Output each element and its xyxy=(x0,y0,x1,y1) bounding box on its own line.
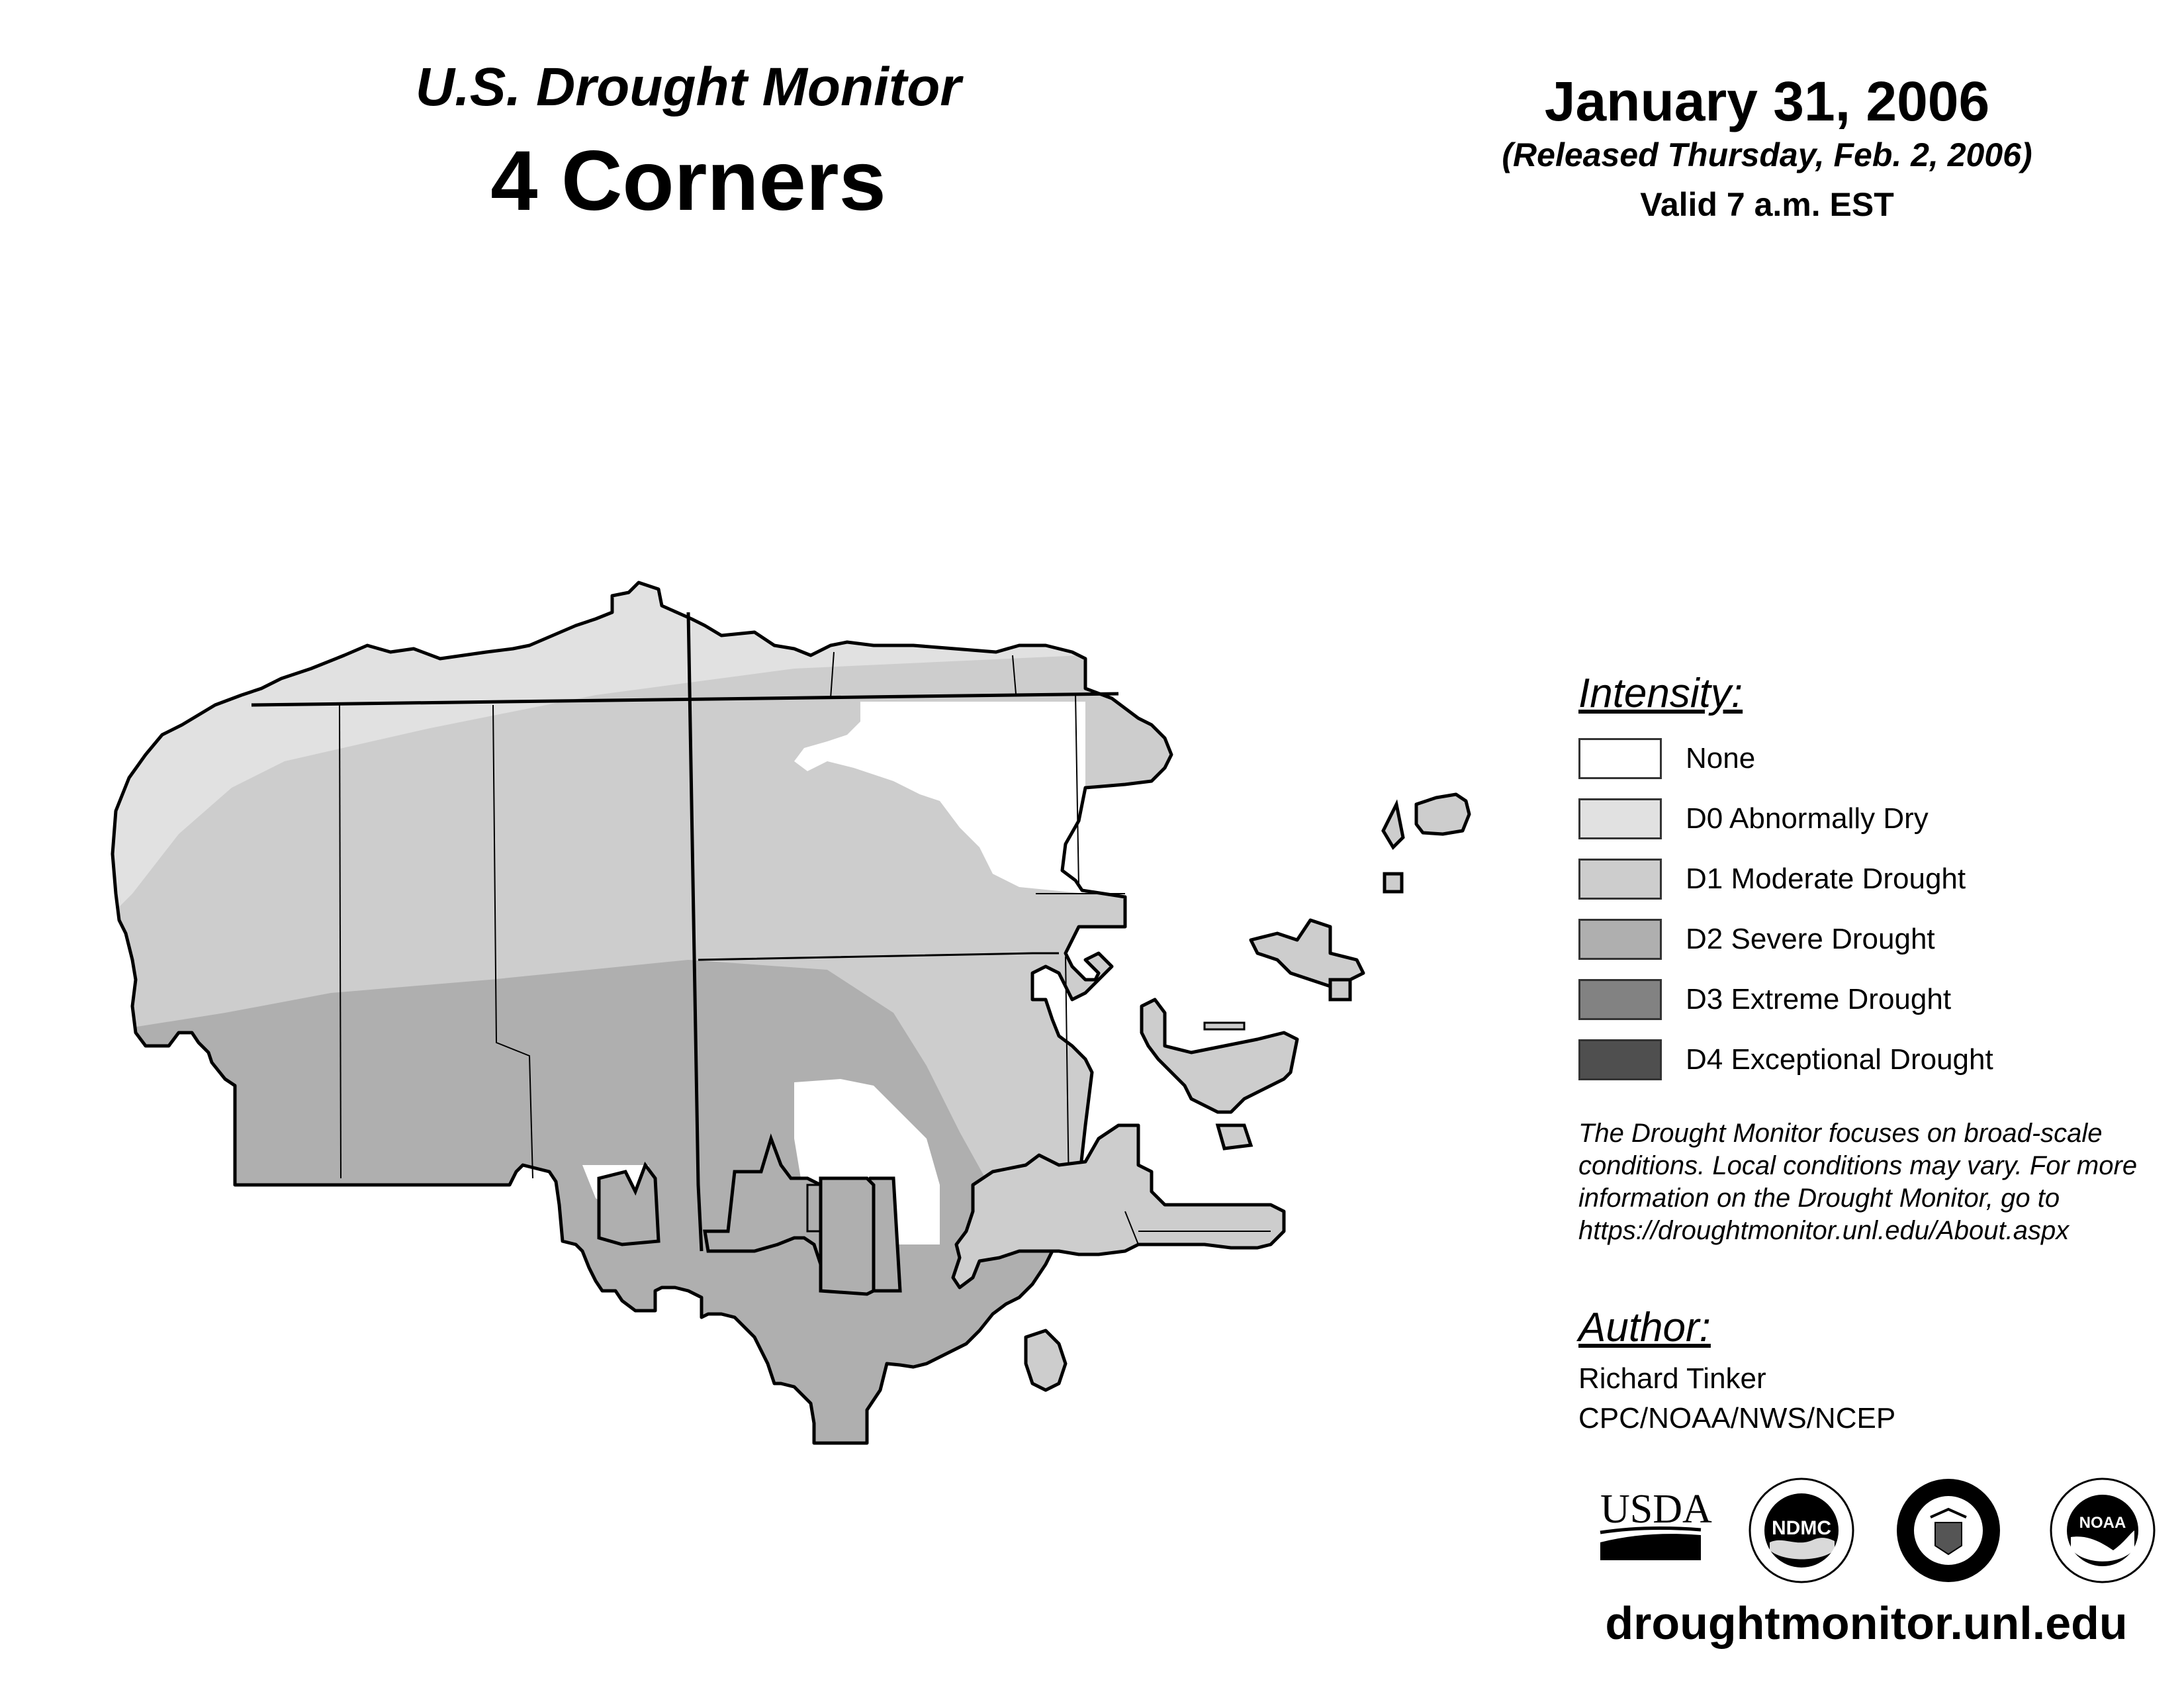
ndmc-seal xyxy=(1747,1476,1856,1585)
author-org: CPC/NOAA/NWS/NCEP xyxy=(1578,1402,1896,1434)
map-region-title: 4 Corners xyxy=(490,134,886,228)
author-name: Richard Tinker xyxy=(1578,1362,1766,1395)
legend-title: Intensity: xyxy=(1578,671,1743,716)
usda-logo-text: USDA xyxy=(1600,1487,1712,1532)
release-date: (Released Thursday, Feb. 2, 2006) xyxy=(1502,136,2032,173)
legend-item-d3 xyxy=(1578,978,1951,1021)
map-date: January 31, 2006 xyxy=(1544,70,1990,132)
legend-item-none xyxy=(1578,737,1755,780)
noaa-text: NOAA xyxy=(2079,1514,2126,1532)
legend-swatch-none xyxy=(1578,738,1662,779)
legend-label: D4 Exceptional Drought xyxy=(1686,1043,1993,1076)
usda-logo xyxy=(1595,1486,1712,1562)
legend-label: None xyxy=(1686,742,1756,774)
legend-label: D2 Severe Drought xyxy=(1686,923,1935,955)
legend-item-d2 xyxy=(1578,917,1935,961)
legend-label: D0 Abnormally Dry xyxy=(1686,802,1929,835)
map-subtitle: U.S. Drought Monitor xyxy=(415,57,962,117)
commerce-seal xyxy=(1894,1476,2003,1585)
legend-swatch-d2 xyxy=(1578,919,1662,960)
disclaimer-note: The Drought Monitor focuses on broad-scale conditions. Local conditions may vary. For more information on the Drought Monitor, go to https://droughtmonitor.unl.edu/About.aspx xyxy=(1578,1119,2138,1245)
legend-label: D1 Moderate Drought xyxy=(1686,863,1966,895)
valid-time: Valid 7 a.m. EST xyxy=(1640,186,1894,223)
legend-label: D3 Extreme Drought xyxy=(1686,983,1952,1015)
legend-item-d0 xyxy=(1578,797,1929,841)
author-title: Author: xyxy=(1578,1305,1711,1350)
legend-swatch-d3 xyxy=(1578,979,1662,1020)
legend-swatch-d4 xyxy=(1578,1039,1662,1080)
ndmc-text: NDMC xyxy=(1772,1517,1831,1539)
noaa-seal xyxy=(2048,1476,2158,1585)
footer-url[interactable]: droughtmonitor.unl.edu xyxy=(1605,1597,2128,1649)
legend-item-d4 xyxy=(1578,1038,1993,1082)
legend-swatch-d0 xyxy=(1578,798,1662,839)
legend-item-d1 xyxy=(1578,857,1966,901)
usda-hills-icon xyxy=(1595,1486,1707,1562)
legend-swatch-d1 xyxy=(1578,859,1662,900)
